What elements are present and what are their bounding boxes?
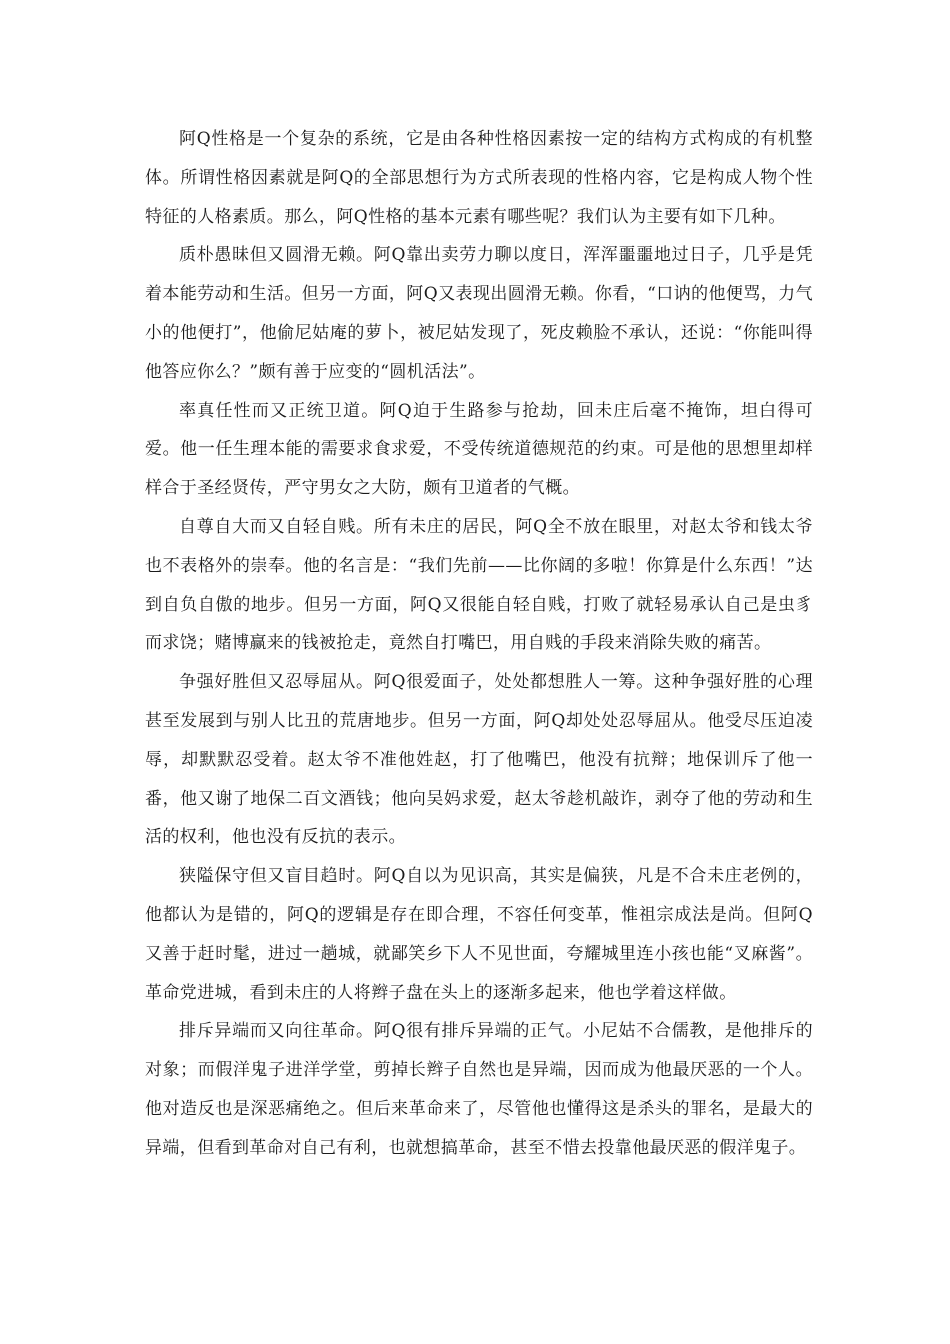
paragraph-trait-4: 争强好胜但又忍辱屈从。阿Q很爱面子，处处都想胜人一筹。这种争强好胜的心理甚至发展到与别人比丑的荒唐地步。但另一方面，阿Q却处处忍辱屈从。他受尽压迫凌辱，却默默忍受着。赵太爷不准他姓赵，打了他嘴巴，他没有抗辩；地保训斥了他一番，他又谢了地保二百文酒钱；他向吴妈求爱，赵太爷趁机敲诈，剥夺了他的劳动和生活的权利，他也没有反抗的表示。 [145, 672, 813, 848]
paragraph-trait-5: 狭隘保守但又盲目趋时。阿Q自以为见识高，其实是偏狭，凡是不合未庄老例的，他都认为是错的，阿Q的逻辑是存在即合理，不容任何变革，惟祖宗成法是尚。但阿Q又善于赶时髦，进过一趟城，就鄙笑乡下人不见世面，夸耀城里连小孩也能“叉麻酱”。革命党进城，看到未庄的人将辫子盘在头上的逐渐多起来，他也学着这样做。 [145, 866, 813, 1003]
paragraph-trait-1: 质朴愚昧但又圆滑无赖。阿Q靠出卖劳力聊以度日，浑浑噩噩地过日子，几乎是凭着本能劳动和生活。但另一方面，阿Q又表现出圆滑无赖。你看，“口讷的他便骂，力气小的他便打”，他偷尼姑庵的萝卜，被尼姑发现了，死皮赖脸不承认，还说：“你能叫得他答应你么？”颇有善于应变的“圆机活法”。 [145, 245, 813, 382]
document-body [145, 120, 813, 1168]
paragraph-trait-3: 自尊自大而又自轻自贱。所有未庄的居民，阿Q全不放在眼里，对赵太爷和钱太爷也不表格外的崇奉。他的名言是：“我们先前——比你阔的多啦！你算是什么东西！”达到自负自傲的地步。但另一方面，阿Q又很能自轻自贱，打败了就轻易承认自己是虫豸而求饶；赌博赢来的钱被抢走，竟然自打嘴巴，用自贱的手段来消除失败的痛苦。 [145, 516, 813, 654]
paragraph-trait-2: 率真任性而又正统卫道。阿Q迫于生路参与抢劫，回未庄后毫不掩饰，坦白得可爱。他一任生理本能的需要求食求爱，不受传统道德规范的约束。可是他的思想里却样样合于圣经贤传，严守男女之大防，颇有卫道者的气概。 [145, 400, 813, 499]
paragraph-trait-6: 排斥异端而又向往革命。阿Q很有排斥异端的正气。小尼姑不合儒教，是他排斥的对象；而假洋鬼子进洋学堂，剪掉长辫子自然也是异端，因而成为他最厌恶的一个人。他对造反也是深恶痛绝之。但后来革命来了，尽管他也懂得这是杀头的罪名，是最大的异端，但看到革命对自己有利，也就想搞革命，甚至不惜去投靠他最厌恶的假洋鬼子。 [145, 1021, 813, 1158]
paragraph-intro: 阿Q性格是一个复杂的系统，它是由各种性格因素按一定的结构方式构成的有机整体。所谓性格因素就是阿Q的全部思想行为方式所表现的性格内容，它是构成人物个性特征的人格素质。那么，阿Q性格的基本元素有哪些呢？我们认为主要有如下几种。 [145, 129, 813, 227]
